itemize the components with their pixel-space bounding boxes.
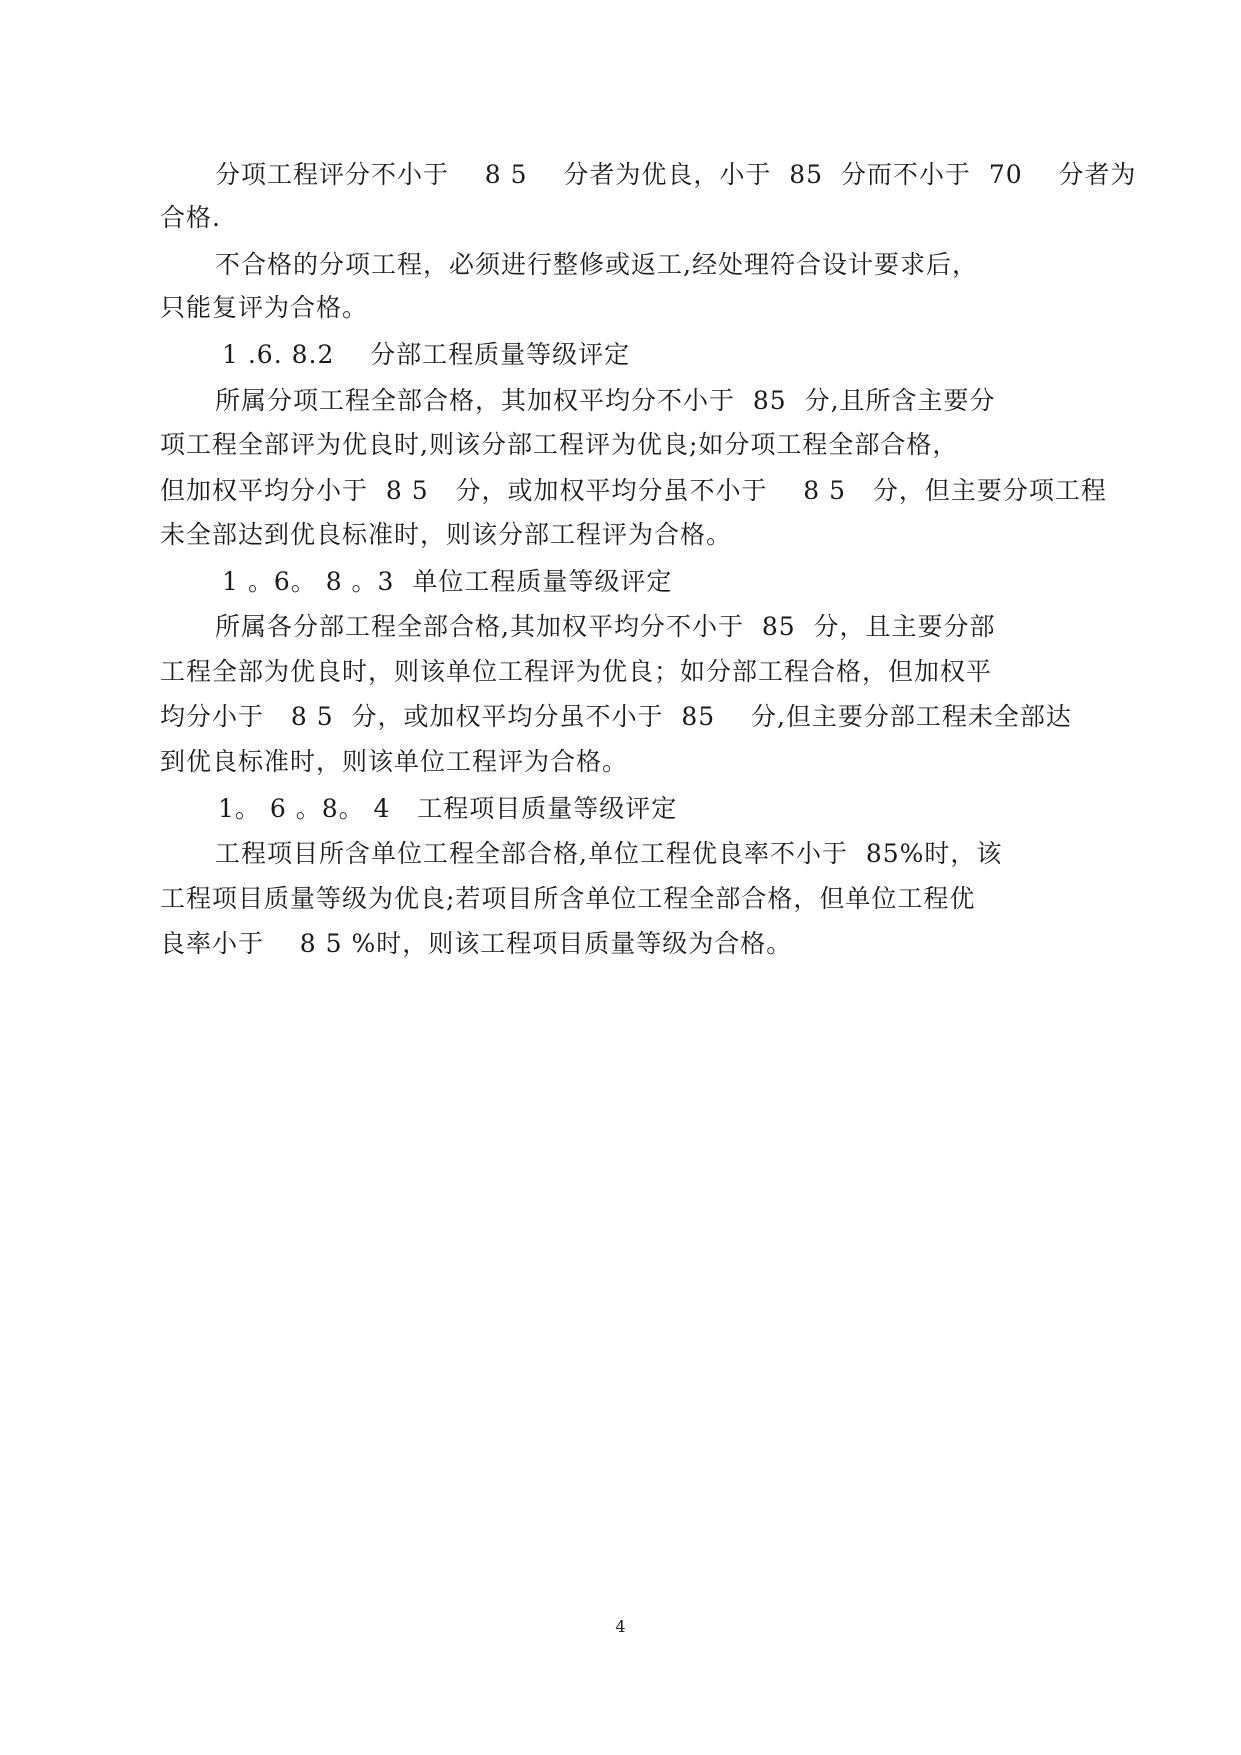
section-heading: 1。 6 。8。 4 工程项目质量等级评定	[218, 794, 678, 823]
page-number: 4	[615, 1617, 626, 1636]
text-line: 良率小于 8 5 %时，则该工程项目质量等级为合格。	[160, 929, 793, 958]
text-line: 分项工程评分不小于 8 5 分者为优良，小于 85 分而不小于 70 分者为	[215, 160, 1137, 189]
text-line: 合格.	[160, 203, 221, 232]
section-heading: 1 .6. 8.2 分部工程质量等级评定	[222, 340, 631, 369]
text-line: 未全部达到优良标准时，则该分部工程评为合格。	[160, 520, 733, 549]
section-heading: 1 。6。 8 。3 单位工程质量等级评定	[222, 567, 673, 596]
text-line: 只能复评为合格。	[160, 293, 369, 322]
text-line: 但加权平均分小于 8 5 分，或加权平均分虽不小于 8 5 分，但主要分项工程	[160, 476, 1107, 505]
text-line: 所属分项工程全部合格，其加权平均分不小于 85 分,且所含主要分	[215, 386, 996, 415]
text-line: 到优良标准时，则该单位工程评为合格。	[160, 747, 629, 776]
text-line: 项工程全部评为优良时,则该分部工程评为优良;如分项工程全部合格，	[160, 430, 959, 459]
text-line: 均分小于 8 5 分，或加权平均分虽不小于 85 分,但主要分部工程未全部达	[160, 702, 1072, 731]
text-line: 工程项目质量等级为优良;若项目所含单位工程全部合格，但单位工程优	[160, 884, 976, 913]
text-line: 工程项目所含单位工程全部合格,单位工程优良率不小于 85%时，该	[215, 839, 1003, 868]
text-line: 工程全部为优良时，则该单位工程评为优良；如分部工程合格，但加权平	[160, 657, 993, 686]
text-line: 所属各分部工程全部合格,其加权平均分不小于 85 分，且主要分部	[215, 612, 996, 641]
text-line: 不合格的分项工程，必须进行整修或返工,经处理符合设计要求后，	[215, 250, 978, 279]
